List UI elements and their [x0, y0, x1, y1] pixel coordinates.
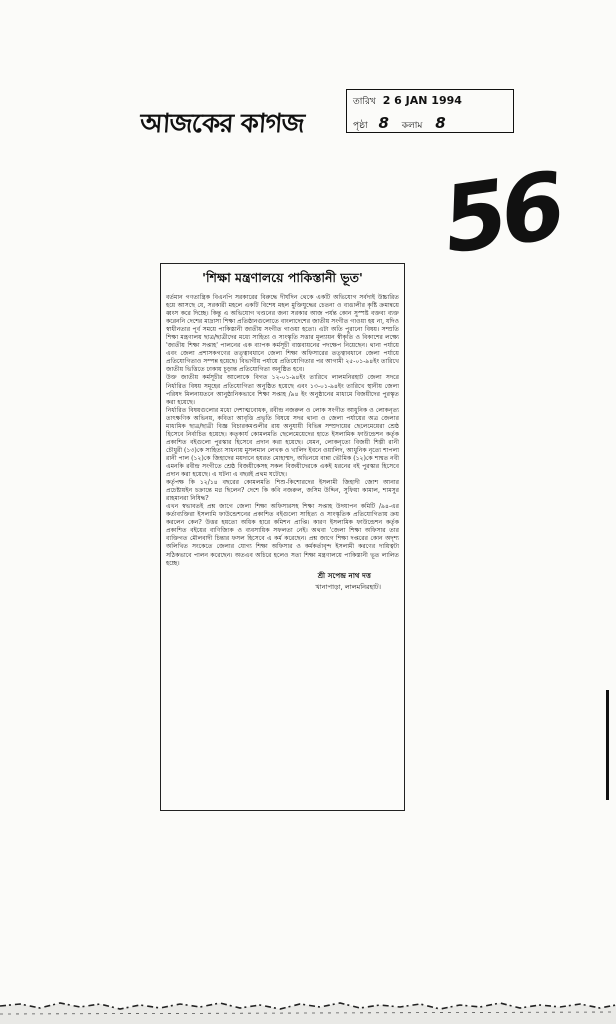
article-paragraph: উক্ত জাতীয় কর্মসূচীর আলোকে বিগত ১২-০১-৯৪ইং তারিখে লালমনিরহাট জেলা সদরে নির্ধারিত বিষয় সমূহের প্রতিযোগিতা অনুষ্ঠিত হয়েছে এবং ১৩-০১-৯৪ইং তারিখে স্থানীয় জেলা পরিষদ মিলনায়তনে আনুষ্ঠানিকভাবে শিক্ষা সপ্তাহ /৯৪ ইং অনুষ্ঠানের মাধ্যমে বিজয়ীদের পুরস্কৃত করা হয়েছে। [166, 374, 399, 406]
archive-date-stamp [346, 89, 514, 133]
stamp-date-label: তারিখ [353, 97, 376, 107]
handwritten-folio-number: 56 [441, 151, 561, 276]
stamp-column-value: 8 [435, 114, 446, 132]
stamp-page-row [353, 114, 446, 133]
stamp-date-value: 2 6 JAN 1994 [382, 94, 462, 107]
stamp-page-label: পৃষ্ঠা [353, 121, 368, 131]
article-paragraph: এখন স্বভাবতই প্রশ্ন জাগে জেলা শিক্ষা অফিসারসহ শিক্ষা সপ্তাহ উদযাপন কমিটি /৯৪-এর কর্তাব্যক্তিরা ইসলামি ফাউন্ডেশনের প্রকাশিত বইগুলো সাহিত্য ও সাংস্কৃতিক প্রতিযোগিতায় ক্রয় করলেন কেন? উত্তর হয়তো অধিক হারে কমিশন প্রাপ্তি। কারণ ইসলামিক ফাউন্ডেশন কর্তৃক প্রকাশিত বইয়ের বাণিজ্যিক ও ব্যবসায়িক সফলতা নেই। অথবা 'জেলা শিক্ষা অফিসার তার ব্যক্তিগত মৌলবাদী চিন্তার ফসল হিসেবে এ কর্ম করেছেন। প্রশ্ন জাগে শিক্ষা দপ্তরের কোন অদৃশ্য অলিখিত সংকেতে জেলার যোগ্য শিক্ষা অফিসার ও কর্মকর্তাবৃন্দ ইসলামী করণের দায়িত্বটা সঠিকভাবে পালন করেছেন। অতএব অচিরে হলেও সত্য শিক্ষা মন্ত্রণালয়ে পাকিস্তানী ভূত লালিত হচ্ছে। [166, 503, 399, 567]
article-signature: শ্রী সপেন্দ্র নাথ দত্ত [317, 570, 371, 580]
stamp-column-label: কলাম [401, 121, 423, 131]
article-location: খানাপাড়া, লালমনিরহাট। [315, 582, 381, 591]
article-paragraph: নির্ধারিত বিষয়গুলোর মধ্যে দেশাত্মবোধক, রবীন্দ্র নজরুল ও লোক সংগীত আধুনিক ও লোকনৃত্য তাৎক্ষণিক অভিনয়, কবিতা আবৃত্তি প্রভৃতি বিষয়ে সদর থানা ও জেলা পর্যায়ের অত্র জেলার মাধ্যমিক ছাত্র/ছাত্রী বিজ্ঞ বিচারকমণ্ডলীর রায় অনুযায়ী বিভিন্ন সম্প্রদায়ের ছেলেমেয়েরা শ্রেষ্ঠ হিসেবে নির্বাচিত হয়েছে। কতৃকার্য কোমলমতি ছেলেমেয়েদের হাতে ইসলামিক ফাউন্ডেশন কর্তৃক প্রকাশিত বইগুলো পুরস্কার হিসেবে প্রদান করা হয়েছে। যেমন, লোকনৃত্যে বিজয়ী শিল্পী রানী চৌধুরী (১৩)কে সাহিত্য সাধনায় মুসলমান লেখক ও খালিদ ইবনে ওয়ালিদ, আধুনিক নৃত্যে শাপলা রানী পাল (১২)কে জিহাদের ময়দানে হযরত মোহাম্মদ, অভিনয়ে বান্না ভৌমিক (১২)কে শাশ্বত নবী এমনকি রবীন্দ্র সংগীতে শ্রেষ্ঠ বিজয়ীকেসহ সকল বিজয়ীদেরকে একই ধরনের বই পুরস্কার হিসেবে প্রদান করা হয়েছে। এ ঘটনা এ বছরই প্রথম ঘটেছে। [166, 406, 399, 479]
stamp-page-value: 8 [378, 114, 389, 132]
article-paragraph: বর্তমান গণতান্ত্রিক বিএনপি সরকারের বিরুদ্ধে দীর্ঘদিন থেকে একটি অভিযোগ সর্বদাই উচ্চারিত হয়ে আসছে যে, সরকারী মহলে একটি বিশেষ মহল মুক্তিযুদ্ধের চেতনা ও বাঙালীর কৃষ্টি ক্রমান্বয়ে ধ্বংস করে দিচ্ছে। কিন্তু এ অভিযোগ খণ্ডনের জন্য সরকার আজ পর্যন্ত কোন সুস্পষ্ট বক্তব্য ব্যক্ত করেননি দেশের মাদ্রাসা শিক্ষা প্রতিষ্ঠানগুলোতে বাংলাদেশের জাতীয় সংগীত গাওয়া হয় না, যদিও স্বাধীনতার পূর্ব সময়ে পাকিস্তানী জাতীয় সংগীত গাওয়া হতো। এটা অতি পুরানো বিষয়। সম্প্রতি শিক্ষা মন্ত্রণালয় ছাত্র/ছাত্রীদের মধ্যে সাহিত্য ও সাংস্কৃতি সত্তার মূল্যায়ন স্বীকৃতি ও বিকাশের লক্ষ্যে 'জাতীয় শিক্ষা সপ্তাহ' পালনের এক ব্যাপক কর্মসূচী বাস্তবায়নের পদক্ষেপ নিয়েছেন। থানা পর্যায়ে এবং জেলা প্রশাসকগণের তত্ত্বাবধানে জেলা শিক্ষা অফিসারের তত্ত্বাবধানে জেলা পর্যায়ে প্রতিযোগিতাও সম্পন্ন হয়েছে। বিভাগীয় পর্যায়ে প্রতিযোগিতার পর আগামী ২৫-০১-৯৪ইং তারিখে জাতীয় ভিত্তিতে ঢাকায় চূড়ান্ত প্রতিযোগিতা অনুষ্ঠিত হবে। [166, 294, 399, 374]
stamp-date-row [353, 94, 462, 109]
article-body [166, 294, 399, 568]
article-paragraph: কর্তৃপক্ষ কি ১২/১৪ বছরের কোমলমতি শিশু-কিশোরদের ইসলামী জিহাদী জোশ আনার প্রচেষ্টায়ইন চক্রান্তে মগ্ন ছিলেন? দেশে কি কবি নজরুল, জসিম উদ্দিন, সুফিয়া কামাল, শামসুর রাহমানরা নিষিদ্ধ? [166, 479, 399, 503]
scan-edge-mark [606, 690, 609, 800]
torn-page-edge [0, 992, 616, 1024]
newspaper-masthead: আজকের কাগজ [139, 109, 305, 139]
article-headline: 'শিক্ষা মন্ত্রণালয়ে পাকিস্তানী ভূত' [202, 270, 363, 285]
newspaper-clipping [160, 263, 405, 811]
